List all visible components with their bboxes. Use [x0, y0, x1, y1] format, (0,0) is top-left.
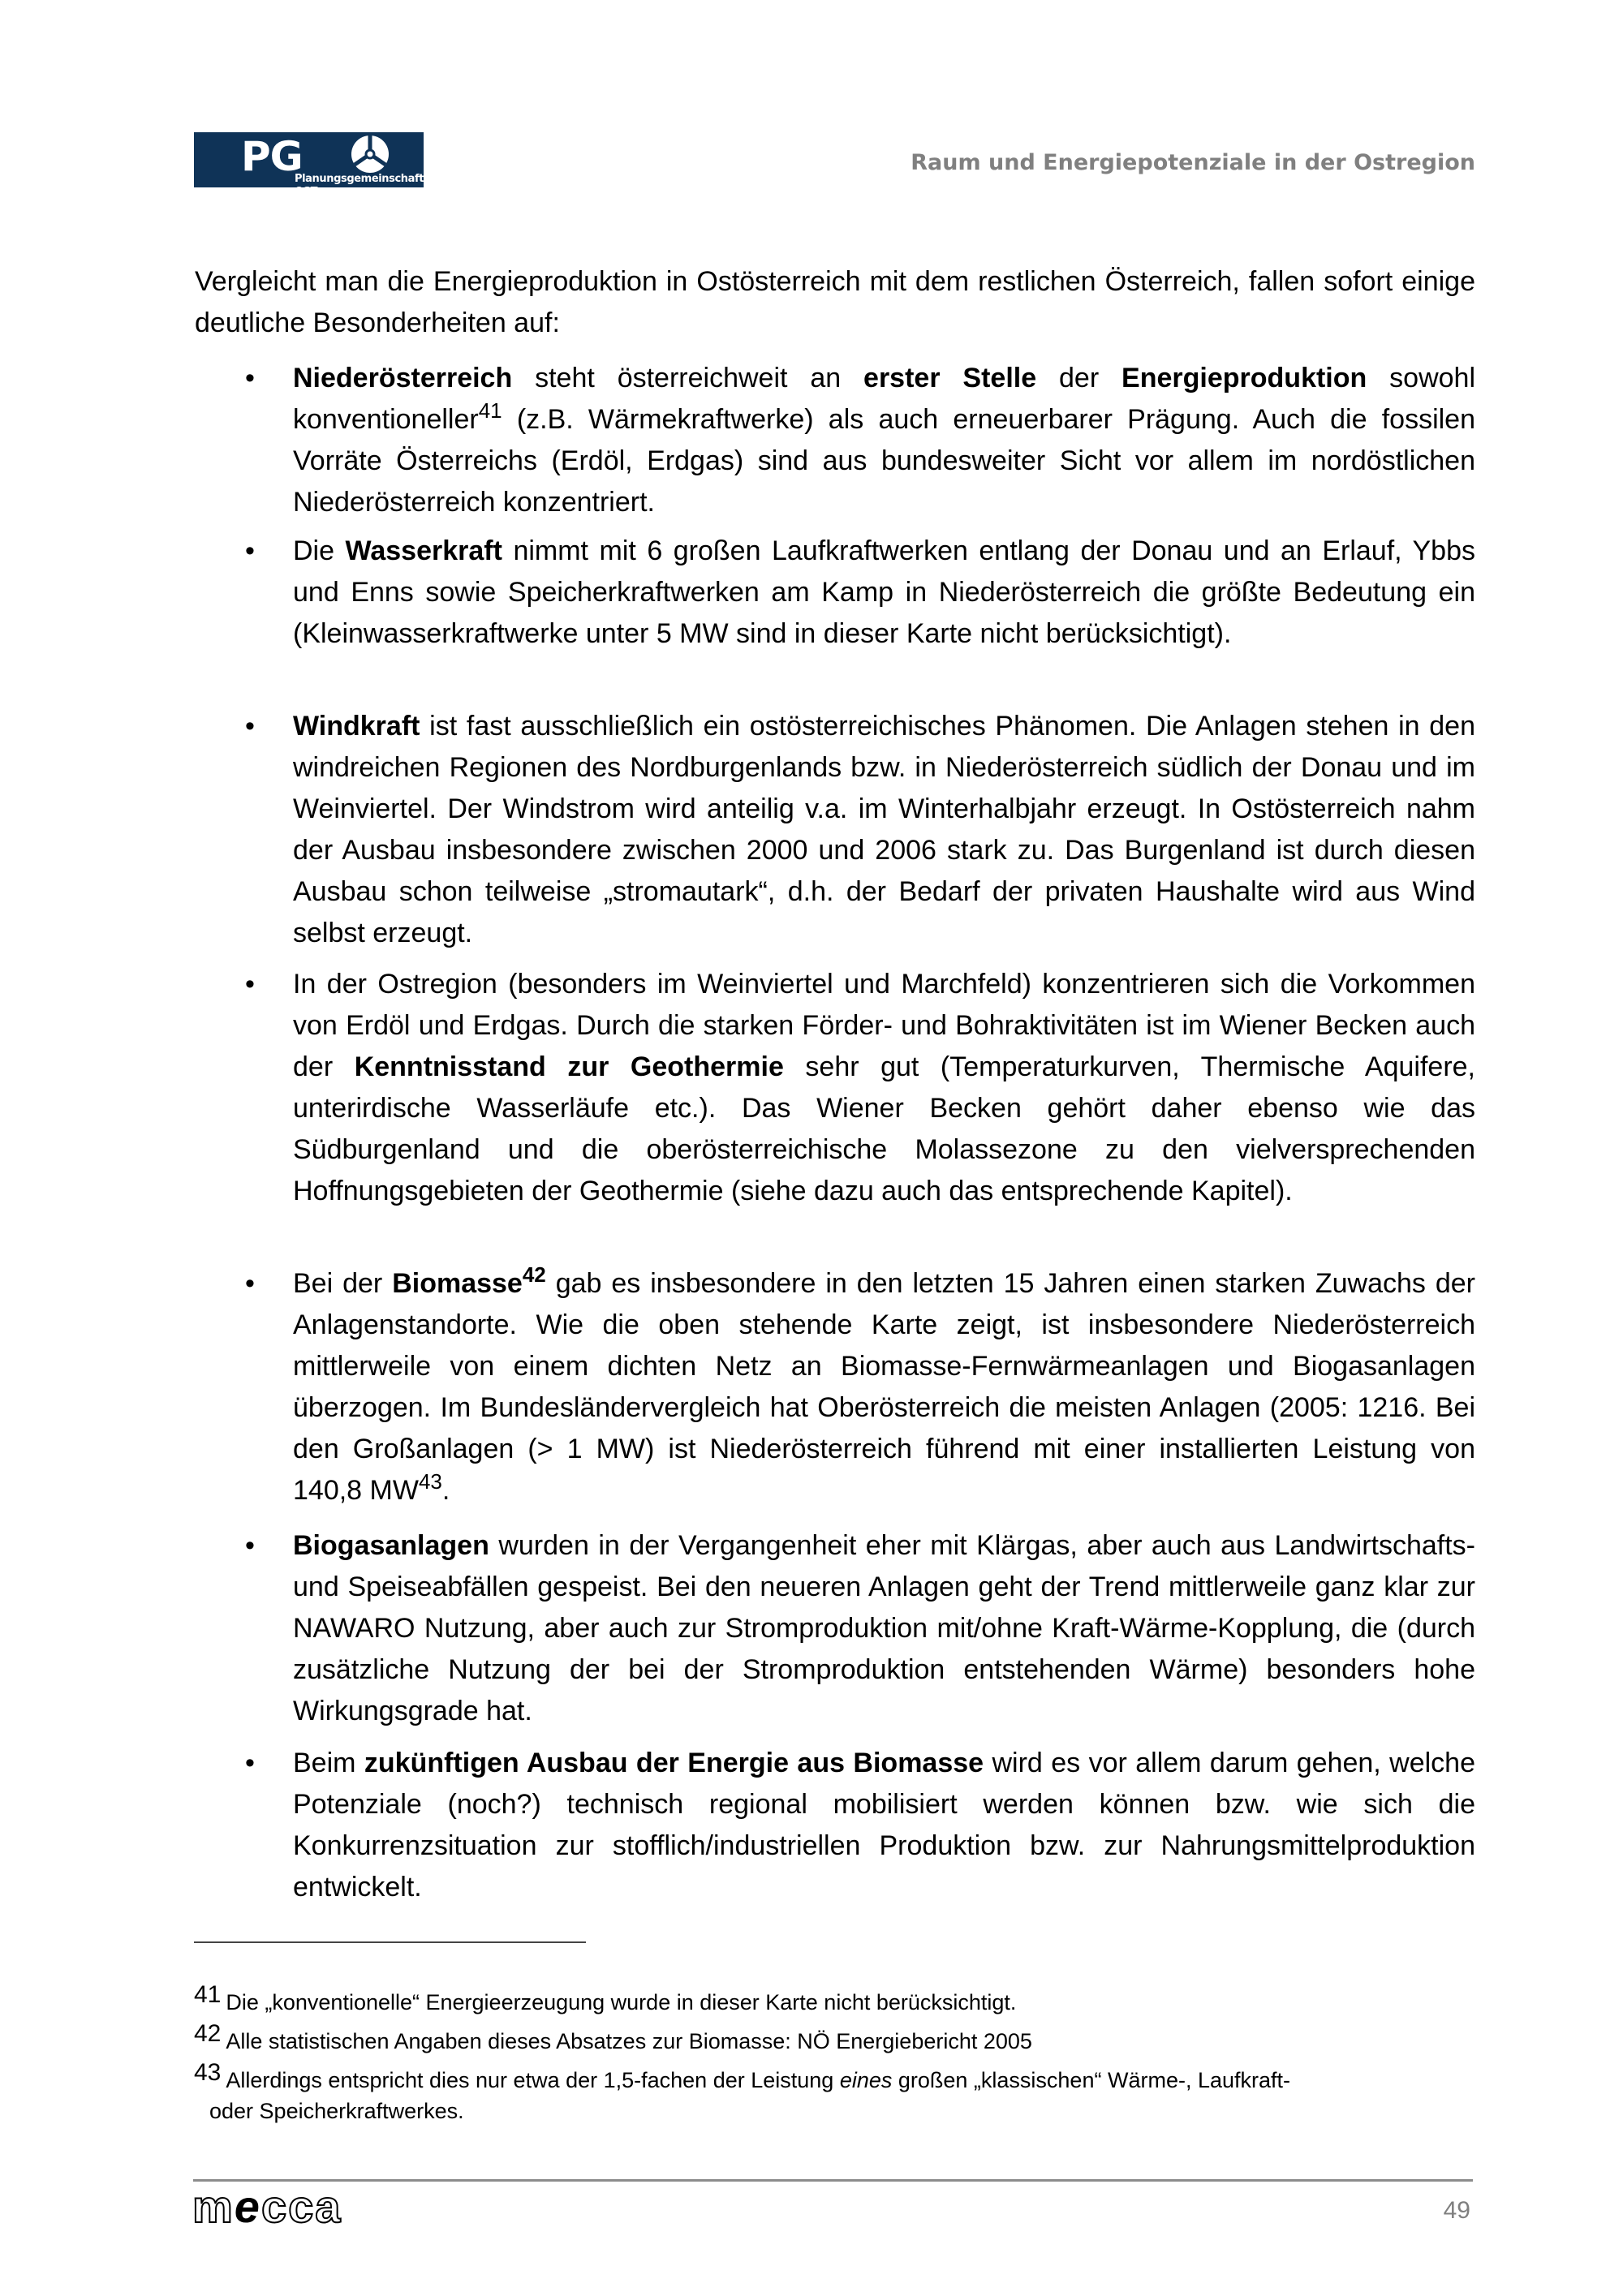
text-run: der	[1036, 363, 1122, 393]
bold-text: zukünftigen Ausbau der Energie aus Biomasse	[364, 1748, 984, 1778]
bullet-text	[293, 358, 1475, 523]
text-run: wird es vor allem darum gehen, welche Potenziale (noch?) technisch regional mobilisiert werden können bzw. wie sich die Konkurrenzsituation zur stofflich/industriellen Produktion bzw. zur Nahrungsmittelproduktion entwickelt.	[293, 1748, 1475, 1903]
bold-text: Biomasse	[392, 1268, 523, 1299]
text-run: (z.B. Wärmekraftwerke) als auch erneuerbarer Prägung. Auch die fossilen Vorräte Österreichs (Erdöl, Erdgas) sind aus bundesweiter Sicht vor allem im nordöstlichen Niederösterreich konzentriert.	[293, 404, 1475, 518]
text-run: Bei der	[293, 1268, 393, 1299]
footnote-ref[interactable]: 43	[418, 1469, 442, 1494]
bold-text: Wasserkraft	[345, 535, 502, 566]
footnote-41	[194, 1981, 1460, 2018]
bullet-text	[293, 1525, 1475, 1732]
text-run: Die	[293, 535, 346, 566]
text-run: Vergleicht man die Energieproduktion in Ostösterreich mit dem restlichen Österreich, fallen sofort einige deutliche Besonderheiten auf:	[195, 266, 1475, 338]
text-run: gab es insbesondere in den letzten 15 Jahren einen starken Zuwachs der Anlagenstandorte. Wie die oben stehende Karte zeigt, ist insbesondere Niederösterreich mittlerweile von einem dichten Netz an Biomasse-Fernwärmeanlagen und Biogasanlagen überzogen. Im Bundesländervergleich hat Oberösterreich die meisten Anlagen (2005: 1216. Bei den Großanlagen (> 1 MW) ist Niederösterreich führend mit einer installierten Leistung von 140,8 MW	[293, 1268, 1475, 1506]
bold-text: Windkraft	[293, 711, 420, 742]
mecca-logo-letter: c	[288, 2181, 316, 2232]
text-run: steht österreichweit an	[512, 363, 864, 393]
bullet-icon: •	[245, 535, 255, 566]
bullet-item	[195, 358, 1475, 523]
text-run: In der Ostregion (besonders im Weinviertel und Marchfeld) konzentrieren sich die Vorkommen von Erdöl und Erdgas. Durch die starken Förder- und Bohraktivitäten ist im Wiener Becken auch der	[293, 969, 1475, 1082]
bullet-icon: •	[245, 1268, 255, 1299]
footnote-ref[interactable]: 41	[478, 398, 502, 423]
bullet-text	[293, 706, 1475, 954]
bullet-text	[293, 964, 1475, 1212]
text-run: sowohl konventioneller	[293, 363, 1475, 435]
footnote-42	[194, 2020, 1460, 2057]
text-run: großen „klassischen“ Wärme-, Laufkraft-	[892, 2068, 1290, 2092]
pg-logo-letters: PG	[241, 133, 303, 180]
pg-logo	[194, 132, 424, 198]
mecca-logo-letter: c	[260, 2181, 289, 2232]
footnote-continuation: oder Speicherkraftwerkes.	[209, 2099, 464, 2123]
text-run: ist fast ausschließlich ein ostösterreichisches Phänomen. Die Anlagen stehen in den windreichen Regionen des Nordburgenlands bzw. in Niederösterreich südlich der Donau und im Weinviertel. Der Windstrom wird anteilig v.a. im Winterhalbjahr erzeugt. In Ostösterreich nahm der Ausbau insbesondere zwischen 2000 und 2006 stark zu. Das Burgenland ist durch diesen Ausbau schon teilweise „stromautark“, d.h. der Bedarf der privaten Haushalte wird aus Wind selbst erzeugt.	[293, 711, 1475, 948]
mecca-logo	[192, 2181, 342, 2232]
text-run: sehr gut (Temperaturkurven, Thermische Aquifere, unterirdische Wasserläufe etc.). Das Wiener Becken gehört daher ebenso wie das Südburgenland und die oberösterreichische Molassezone zu den vielversprechenden Hoffnungsgebieten der Geothermie (siehe dazu auch das entsprechende Kapitel).	[293, 1051, 1475, 1206]
bullet-item	[195, 1743, 1475, 1908]
footer-rule	[193, 2179, 1473, 2182]
bold-text: erster Stelle	[863, 363, 1037, 393]
bold-text: Kenntnisstand zur Geothermie	[354, 1051, 784, 1082]
text-run: Beim	[293, 1748, 364, 1778]
mecca-logo-letter: a	[315, 2181, 342, 2232]
bullet-icon: •	[245, 1530, 255, 1561]
footnote-number: 42	[194, 2020, 222, 2047]
bullet-item	[195, 1263, 1475, 1511]
text-run: nimmt mit 6 großen Laufkraftwerken entlang der Donau und an Erlauf, Ybbs und Enns sowie Speicherkraftwerken am Kamp in Niederösterreich die größte Bedeutung ein (Kleinwasserkraftwerke unter 5 MW sind in dieser Karte nicht berücksichtigt).	[293, 535, 1475, 649]
text-run: wurden in der Vergangenheit eher mit Klärgas, aber auch aus Landwirtschafts- und Speiseabfällen gespeist. Bei den neueren Anlagen geht der Trend mittlerweile ganz klar zur NAWARO Nutzung, aber auch zur Stromproduktion mit/ohne Kraft-Wärme-Kopplung, die (durch zusätzliche Nutzung der bei der Stromproduktion entstehenden Wärme) besonders hohe Wirkungsgrade hat.	[293, 1530, 1475, 1726]
text-run: Allerdings entspricht dies nur etwa der 1,5-fachen der Leistung	[226, 2068, 840, 2092]
text-run: eines	[839, 2068, 893, 2092]
bold-text: Energieproduktion	[1121, 363, 1367, 393]
page-number: 49	[1443, 2197, 1470, 2224]
bullet-icon: •	[245, 363, 255, 393]
text-run: Die „konventionelle“ Energieerzeugung wurde in dieser Karte nicht berücksichtigt.	[226, 1990, 1017, 2014]
footnote-ref[interactable]: 42	[522, 1262, 546, 1287]
bullet-icon: •	[245, 969, 255, 1000]
running-header-title: Raum und Energiepotenziale in der Ostregion	[911, 150, 1475, 175]
bullet-item	[195, 1525, 1475, 1732]
bold-text: Niederösterreich	[293, 363, 513, 393]
pg-logo-subtitle: Planungsgemeinschaft OST	[295, 173, 424, 198]
footnote-number: 43	[194, 2059, 222, 2086]
bullet-text	[293, 1743, 1475, 1908]
mecca-logo-letter: e	[234, 2181, 261, 2232]
bullet-icon: •	[245, 1748, 255, 1778]
footnote-number: 41	[194, 1981, 222, 2008]
text-run: .	[441, 1475, 450, 1506]
bullet-item	[195, 531, 1475, 655]
footnote-separator	[194, 1941, 586, 1943]
bullet-icon: •	[245, 711, 255, 742]
text-run: Alle statistischen Angaben dieses Absatzes zur Biomasse: NÖ Energiebericht 2005	[226, 2029, 1032, 2053]
footnote-43	[194, 2059, 1460, 2126]
bold-text: Biogasanlagen	[293, 1530, 489, 1561]
bullet-item	[195, 964, 1475, 1212]
bullet-item	[195, 706, 1475, 954]
intro-paragraph	[195, 261, 1475, 344]
wheel-icon	[350, 134, 390, 174]
bullet-text	[293, 531, 1475, 655]
bullet-text	[293, 1263, 1475, 1511]
mecca-logo-letter: m	[192, 2181, 235, 2232]
